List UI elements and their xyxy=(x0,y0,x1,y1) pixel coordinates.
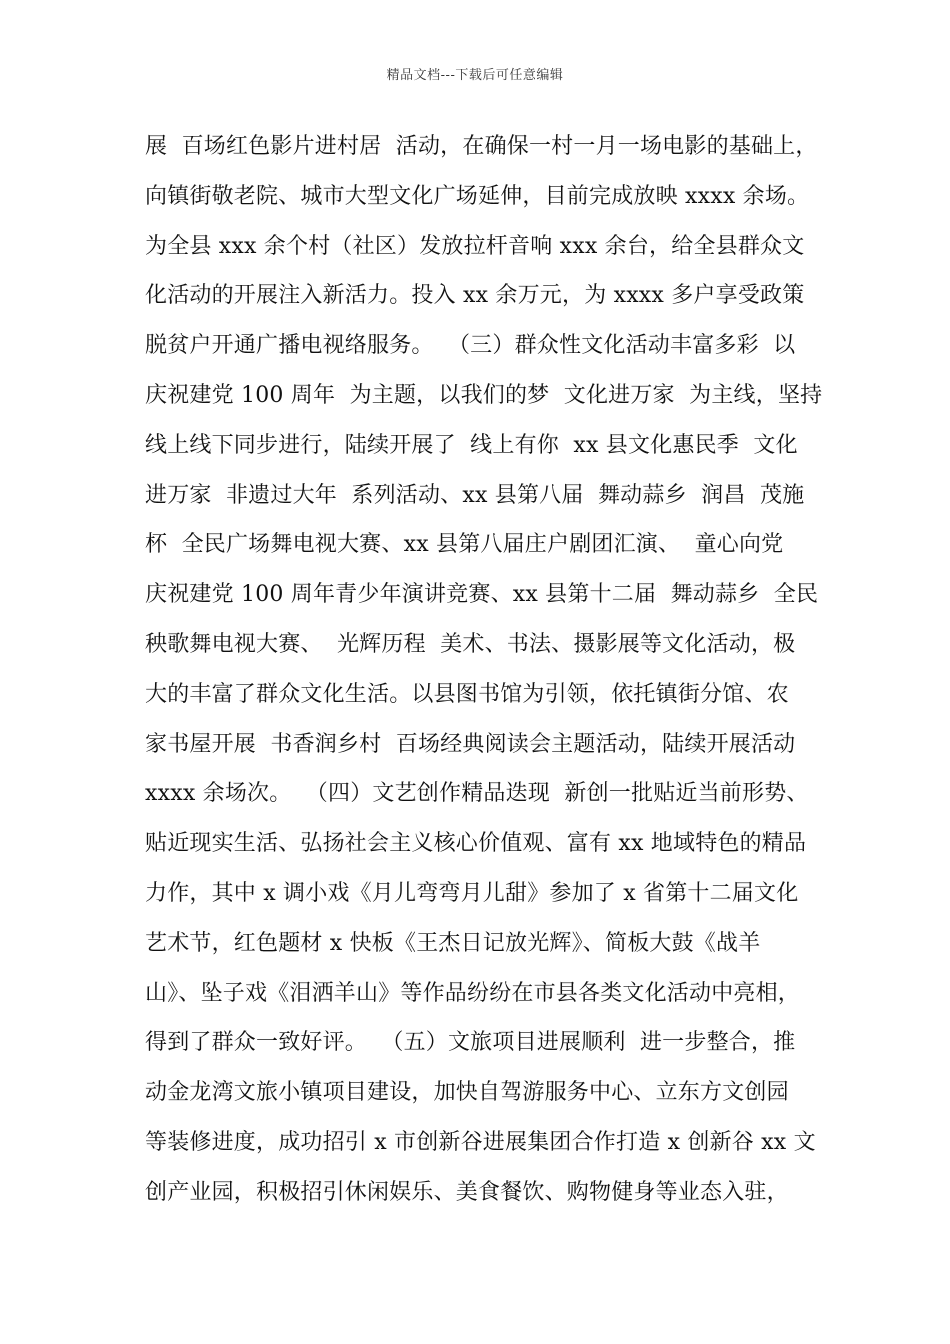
text-line: 力作，其中 x 调小戏《月儿弯弯月儿甜》参加了 x 省第十二届文化 xyxy=(145,880,799,906)
text-line: 杯 全民广场舞电视大赛、xx 县第八届庄户剧团汇演、 童心向党 xyxy=(145,532,784,558)
page-header: 精品文档---下载后可任意编辑 xyxy=(386,68,564,83)
text-line: xxxx 余场次。 （四）文艺创作精品迭现 新创一批贴近当前形势、 xyxy=(145,781,809,807)
text-line: 艺术节，红色题材 x 快板《王杰日记放光辉》、简板大鼓《战羊 xyxy=(145,930,761,956)
text-line: 进万家 非遗过大年 系列活动、xx 县第八届 舞动蒜乡 润昌 茂施 xyxy=(145,482,805,508)
text-line: 脱贫户开通广播电视络服务。 （三）群众性文化活动丰富多彩 以 xyxy=(145,333,796,359)
text-line: 庆祝建党 100 周年青少年演讲竞赛、xx 县第十二届 舞动蒜乡 全民 xyxy=(145,582,819,608)
text-line: 展 百场红色影片进村居 活动，在确保一村一月一场电影的基础上， xyxy=(145,134,818,159)
text-line: 秧歌舞电视大赛、 光辉历程 美术、书法、摄影展等文化活动，极 xyxy=(145,631,796,657)
text-line: 化活动的开展注入新活力。投入 xx 余万元，为 xxxx 多户享受政策 xyxy=(145,283,805,309)
text-line: 创产业园，积极招引休闲娱乐、美食餐饮、购物健身等业态入驻， xyxy=(145,1179,789,1205)
text-line: 动金龙湾文旅小镇项目建设，加快自驾游服务中心、立东方文创园 xyxy=(145,1080,789,1106)
document-body xyxy=(145,129,823,1225)
text-line: 山》、坠子戏《泪洒羊山》等作品纷纷在市县各类文化活动中亮相， xyxy=(145,980,801,1006)
text-line: 为全县 xxx 余个村（社区）发放拉杆音响 xxx 余台，给全县群众文 xyxy=(145,233,805,259)
text-line: 家书屋开展 书香润乡村 百场经典阅读会主题活动，陆续开展活动 xyxy=(145,731,796,757)
text-line: 向镇街敬老院、城市大型文化广场延伸，目前完成放映 xxxx 余场。 xyxy=(145,183,810,209)
text-line: 等装修进度，成功招引 x 市创新谷进展集团合作打造 x 创新谷 xx 文 xyxy=(145,1129,816,1155)
text-line: 得到了群众一致好评。 （五）文旅项目进展顺利 进一步整合，推 xyxy=(145,1030,796,1056)
text-line: 庆祝建党 100 周年 为主题，以我们的梦 文化进万家 为主线，坚持 xyxy=(145,382,823,408)
text-line: 线上线下同步进行，陆续开展了 线上有你 xx 县文化惠民季 文化 xyxy=(145,432,798,458)
text-line: 大的丰富了群众文化生活。以县图书馆为引领，依托镇街分馆、农 xyxy=(145,681,789,707)
text-line: 贴近现实生活、弘扬社会主义核心价值观、富有 xx 地域特色的精品 xyxy=(145,831,807,857)
